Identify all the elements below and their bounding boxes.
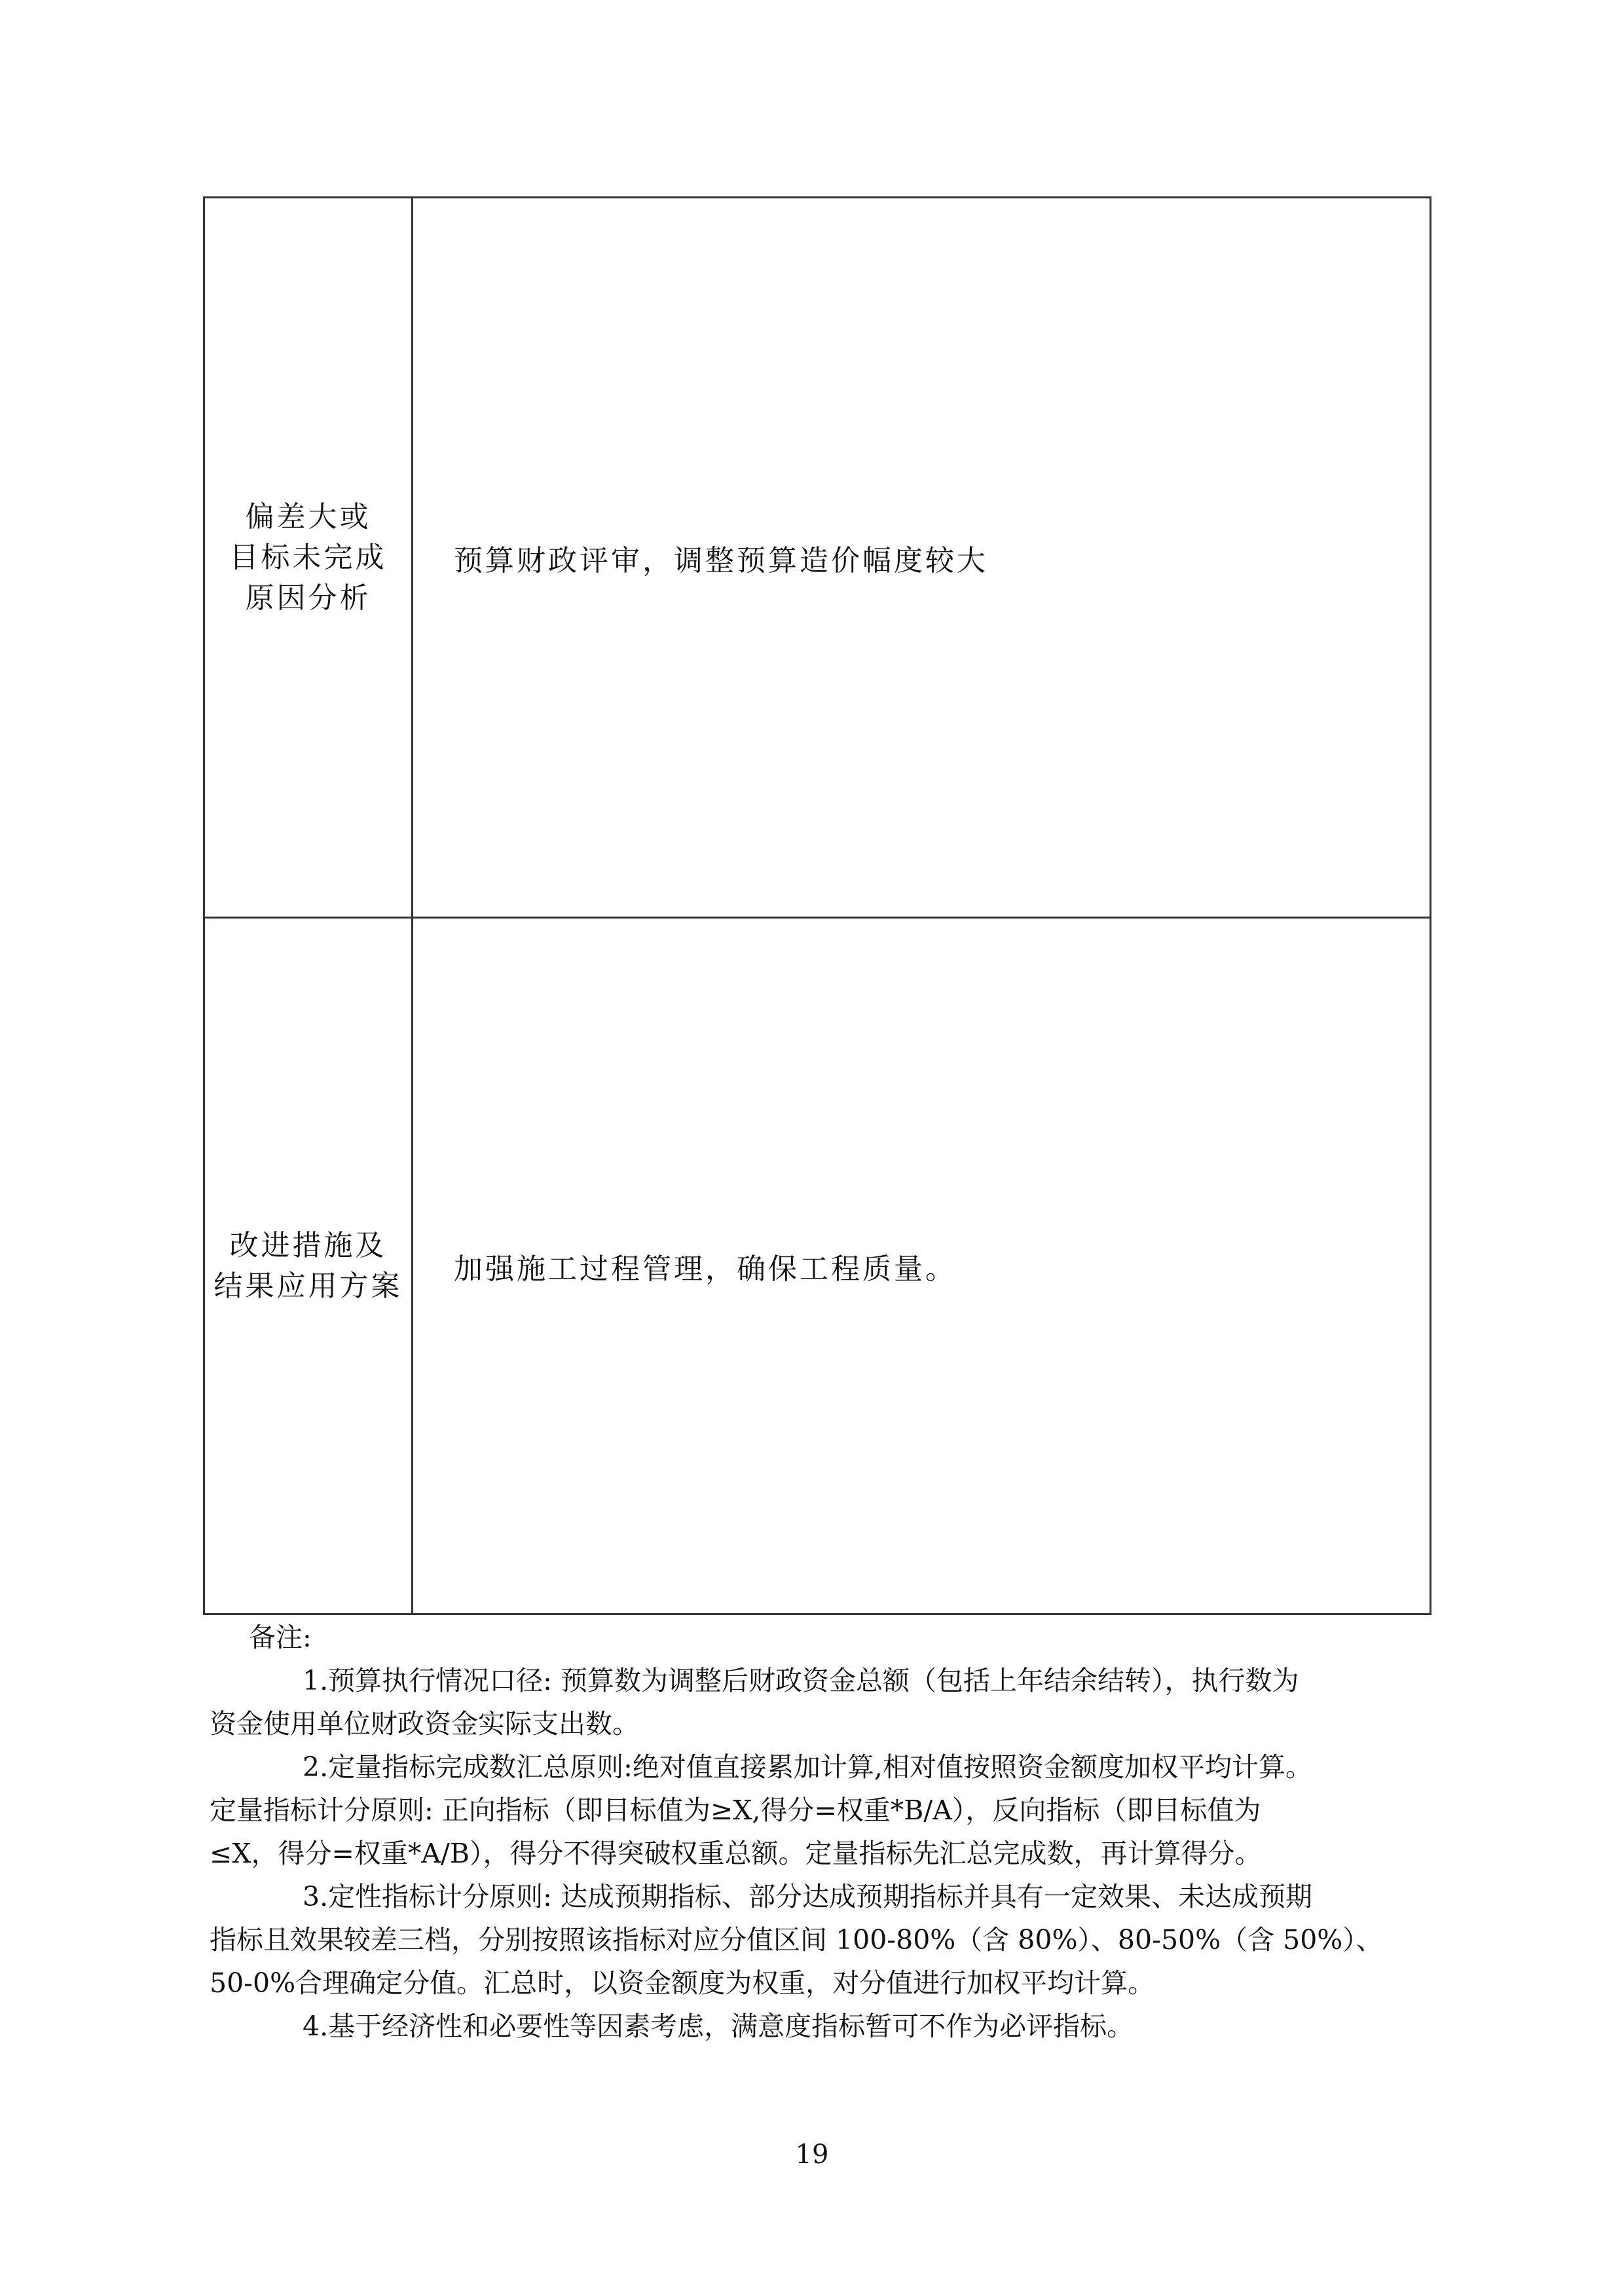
- notes-title: 备注:: [249, 1622, 312, 1653]
- label-line: 改进措施及: [229, 1228, 387, 1262]
- row-label: [230, 497, 387, 619]
- label-line: 结果应用方案: [213, 1269, 403, 1303]
- note-line: 2.定量指标完成数汇总原则:绝对值直接累加计算,相对值按照资金额度加权平均计算。: [303, 1751, 1312, 1783]
- page-number: 19: [795, 2140, 829, 2170]
- table-row: [205, 919, 1430, 1613]
- note-line: 资金使用单位财政资金实际支出数。: [210, 1708, 639, 1740]
- row-label: [214, 1226, 403, 1307]
- row-label-cell: [205, 919, 413, 1613]
- label-line: 目标未完成: [229, 540, 387, 574]
- row-label-cell: [205, 198, 413, 917]
- label-line: 原因分析: [245, 581, 371, 615]
- note-line: 1.预算执行情况口径: 预算数为调整后财政资金总额（包括上年结余结转），执行数为: [303, 1665, 1299, 1696]
- label-line: 偏差大或: [245, 500, 371, 534]
- note-line: 50-0%合理确定分值。汇总时，以资金额度为权重，对分值进行加权平均计算。: [210, 1967, 1155, 1999]
- deviation-analysis-text: 预算财政评审，调整预算造价幅度较大: [454, 543, 988, 577]
- note-line: 定量指标计分原则: 正向指标（即目标值为≥X,得分=权重*B/A），反向指标（即目标值为: [210, 1795, 1261, 1826]
- table-row: [205, 198, 1430, 919]
- note-line: 3.定性指标计分原则: 达成预期指标、部分达成预期指标并具有一定效果、未达成预期: [303, 1881, 1312, 1912]
- row-content-cell: [413, 198, 1430, 917]
- improvement-measures-text: 加强施工过程管理，确保工程质量。: [454, 1252, 957, 1286]
- note-line: 指标且效果较差三档，分别按照该指标对应分值区间 100-80%（含 80%）、80-50%（含 50%）、: [210, 1924, 1383, 1956]
- row-content-cell: [413, 919, 1430, 1613]
- note-line: 4.基于经济性和必要性等因素考虑，满意度指标暂可不作为必评指标。: [303, 2011, 1134, 2042]
- report-table: [203, 196, 1431, 1615]
- note-line: ≤X，得分=权重*A/B），得分不得突破权重总额。定量指标先汇总完成数，再计算得分。: [210, 1838, 1262, 1869]
- notes-section: [210, 1616, 1401, 2048]
